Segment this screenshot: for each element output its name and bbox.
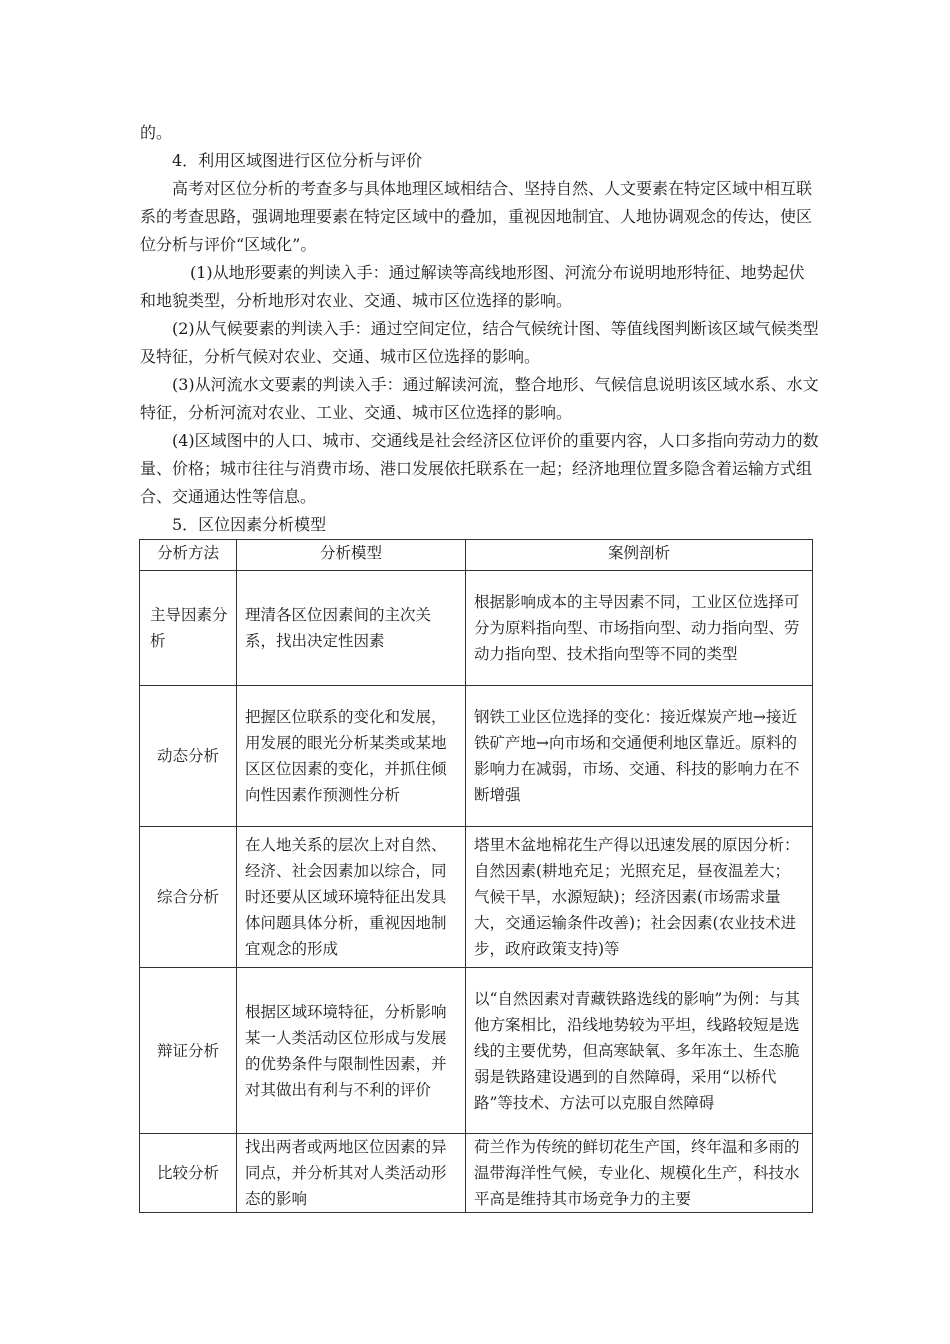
- case-cell: 荷兰作为传统的鲜切花生产国，终年温和多雨的温带海洋性气候，专业化、规模化生产，科技水平高是维持其市场竞争力的主要: [466, 1134, 813, 1213]
- item-paragraph-4: (4)区域图中的人口、城市、交通线是社会经济区位评价的重要内容，人口多指向劳动力的数量、价格；城市往往与消费市场、港口发展依托联系在一起；经济地理位置多隐含着运输方式组合、交通通达性等信息。: [140, 431, 819, 506]
- table-row: [140, 1134, 813, 1213]
- location-factor-table: [139, 539, 813, 1213]
- intro-paragraph: 高考对区位分析的考查多与具体地理区域相结合、坚持自然、人文要素在特定区域中相互联系的考查思路，强调地理要素在特定区域中的叠加，重视因地制宜、人地协调观念的传达，使区位分析与评价“区域化”。: [140, 179, 813, 254]
- model-cell: 理清各区位因素间的主次关系，找出决定性因素: [237, 571, 466, 686]
- model-cell: 找出两者或两地区位因素的异同点，并分析其对人类活动形态的影响: [237, 1134, 466, 1213]
- item-paragraph-1: (1)从地形要素的判读入手：通过解读等高线地形图、河流分布说明地形特征、地势起伏和地貌类型，分析地形对农业、交通、城市区位选择的影响。: [140, 263, 805, 310]
- model-cell: 根据区域环境特征，分析影响某一人类活动区位形成与发展的优势条件与限制性因素，并对其做出有利与不利的评价: [237, 968, 466, 1134]
- case-cell: 以“自然因素对青藏铁路选线的影响”为例：与其他方案相比，沿线地势较为平坦，线路较短是选线的主要优势，但高寒缺氧、多年冻土、生态脆弱是铁路建设遇到的自然障碍，采用“以桥代路”等技术、方法可以克服自然障碍: [466, 968, 813, 1134]
- header-model: 分析模型: [237, 540, 466, 571]
- header-case: 案例剖析: [466, 540, 813, 571]
- fragment-text: 的。: [140, 123, 173, 142]
- model-cell: 把握区位联系的变化和发展，用发展的眼光分析某类或某地区区位因素的变化，并抓住倾向性因素作预测性分析: [237, 686, 466, 827]
- case-cell: 塔里木盆地棉花生产得以迅速发展的原因分析：自然因素(耕地充足；光照充足，昼夜温差大；气候干旱，水源短缺)；经济因素(市场需求量大，交通运输条件改善)；社会因素(农业技术进步，政府政策支持)等: [466, 827, 813, 968]
- table-row: [140, 968, 813, 1134]
- method-cell: 主导因素分析: [140, 571, 237, 686]
- table-header-row: [140, 540, 813, 571]
- method-cell: 综合分析: [140, 827, 237, 968]
- table-row: [140, 686, 813, 827]
- method-cell: 动态分析: [140, 686, 237, 827]
- method-cell: 辩证分析: [140, 968, 237, 1134]
- table-row: [140, 827, 813, 968]
- method-cell: 比较分析: [140, 1134, 237, 1213]
- table-row: [140, 571, 813, 686]
- section-heading-5: 5．区位因素分析模型: [172, 515, 327, 534]
- header-method: 分析方法: [140, 540, 237, 571]
- item-paragraph-3: (3)从河流水文要素的判读入手：通过解读河流，整合地形、气候信息说明该区域水系、水文特征，分析河流对农业、工业、交通、城市区位选择的影响。: [140, 375, 819, 422]
- case-cell: 钢铁工业区位选择的变化：接近煤炭产地→接近铁矿产地→向市场和交通便利地区靠近。原料的影响力在减弱，市场、交通、科技的影响力在不断增强: [466, 686, 813, 827]
- section-heading-4: 4．利用区域图进行区位分析与评价: [172, 151, 423, 170]
- item-paragraph-2: (2)从气候要素的判读入手：通过空间定位，结合气候统计图、等值线图判断该区域气候类型及特征，分析气候对农业、交通、城市区位选择的影响。: [140, 319, 819, 366]
- model-cell: 在人地关系的层次上对自然、经济、社会因素加以综合，同时还要从区域环境特征出发具体问题具体分析，重视因地制宜观念的形成: [237, 827, 466, 968]
- case-cell: 根据影响成本的主导因素不同，工业区位选择可分为原料指向型、市场指向型、动力指向型、劳动力指向型、技术指向型等不同的类型: [466, 571, 813, 686]
